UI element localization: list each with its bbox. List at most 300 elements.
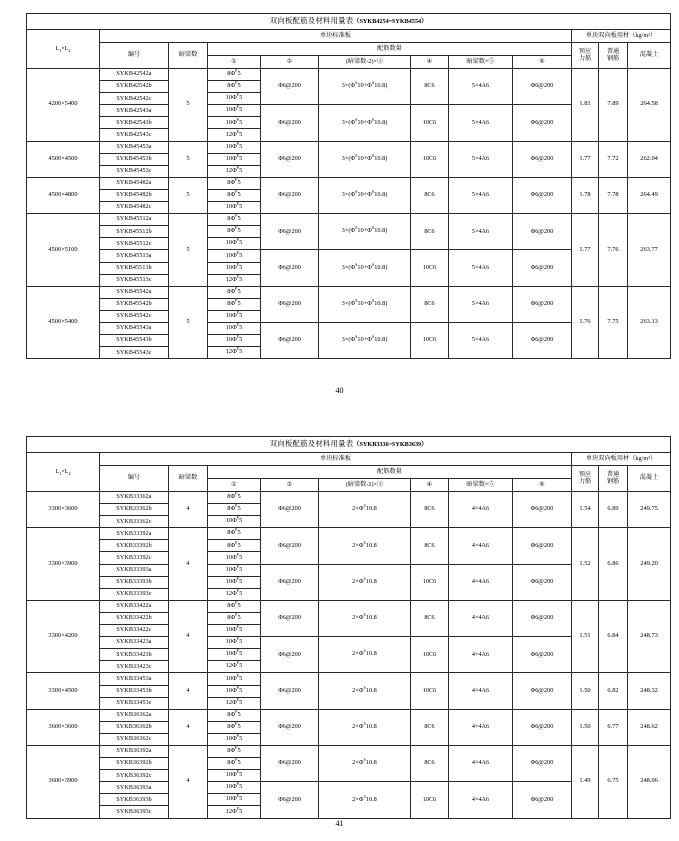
rebar-material-table-2 xyxy=(26,436,671,819)
cell-code: SYKB45542a xyxy=(100,286,169,298)
cell-col-5: 5×4A6 xyxy=(449,69,513,105)
header-col-1: ① xyxy=(208,479,261,492)
cell-col-5: 5×4A6 xyxy=(449,286,513,322)
header-code: 编号 xyxy=(100,466,169,492)
table-section-2 xyxy=(26,436,659,819)
cell-col-3: $3\times(\Phi^S10+\Phi^S10.8)$ xyxy=(319,141,411,177)
cell-col-2: Φ6@200 xyxy=(261,528,319,564)
cell-col-1: $10\Phi^P5$ xyxy=(208,322,261,334)
cell-col-3: $3\times(\Phi^S10+\Phi^S10.8)$ xyxy=(319,214,411,250)
cell-col-3: $3\times(\Phi^S10+\Phi^S10.8)$ xyxy=(319,250,411,286)
cell-prestress: 1.78 xyxy=(572,177,599,213)
cell-beams: 4 xyxy=(169,492,208,528)
cell-col-1: $12\Phi^P5$ xyxy=(208,697,261,709)
cell-col-1: $10\Phi^P5$ xyxy=(208,310,261,322)
cell-col-1: $10\Phi^P5$ xyxy=(208,685,261,697)
cell-col-6: Φ6@200 xyxy=(513,709,572,745)
page-number-41: 41 xyxy=(335,819,344,828)
cell-size: 4500×5100 xyxy=(27,214,100,287)
cell-code: SYKB36392b xyxy=(100,758,169,770)
table-row xyxy=(27,141,671,153)
cell-col-3: $3\times(\Phi^S10+\Phi^S10.8)$ xyxy=(319,177,411,213)
table-title-row xyxy=(27,437,671,453)
cell-code: SYKB33423b xyxy=(100,649,169,661)
cell-col-2: Φ6@200 xyxy=(261,250,319,286)
header-row-mid xyxy=(27,466,671,479)
header-beams: 暗梁数 xyxy=(169,466,208,492)
cell-col-6: Φ6@200 xyxy=(513,141,572,177)
cell-size: 4200×5400 xyxy=(27,69,100,142)
cell-col-1: $12\Phi^P5$ xyxy=(208,588,261,600)
table-row xyxy=(27,709,671,721)
cell-concrete: 248.06 xyxy=(628,745,671,818)
cell-col-1: $10\Phi^P5$ xyxy=(208,770,261,782)
cell-col-5: 5×4A6 xyxy=(449,250,513,286)
cell-col-1: $8\Phi^P5$ xyxy=(208,745,261,757)
cell-code: SYKB42543b xyxy=(100,117,169,129)
cell-code: SYKB33423c xyxy=(100,661,169,673)
header-col-6: ⑥ xyxy=(513,479,572,492)
cell-code: SYKB45453a xyxy=(100,141,169,153)
cell-col-1: $8\Phi^P5$ xyxy=(208,226,261,238)
cell-col-5: 4×4A6 xyxy=(449,528,513,564)
cell-col-2: Φ6@200 xyxy=(261,177,319,213)
cell-col-6: Φ6@200 xyxy=(513,69,572,105)
table-row xyxy=(27,673,671,685)
cell-col-6: Φ6@200 xyxy=(513,250,572,286)
cell-col-1: $12\Phi^P5$ xyxy=(208,661,261,673)
cell-col-4: 8C6 xyxy=(411,600,449,636)
cell-col-4: 8C6 xyxy=(411,528,449,564)
cell-col-1: $10\Phi^P5$ xyxy=(208,637,261,649)
cell-col-2: Φ6@200 xyxy=(261,286,319,322)
cell-beams: 5 xyxy=(169,286,208,359)
header-row-top xyxy=(27,30,671,43)
header-col-2: ② xyxy=(261,56,319,69)
cell-code: SYKB45512c xyxy=(100,238,169,250)
cell-code: SYKB33392b xyxy=(100,540,169,552)
cell-concrete: 249.20 xyxy=(628,528,671,601)
cell-col-1: $8\Phi^P5$ xyxy=(208,298,261,310)
cell-col-6: Φ6@200 xyxy=(513,214,572,250)
cell-code: SYKB42543a xyxy=(100,105,169,117)
header-ordinary: 普通 钢筋 xyxy=(599,466,628,492)
header-size: $L_1\times L_2$ xyxy=(27,453,100,492)
header-rebar-qty: 配筋数量 xyxy=(208,466,572,479)
rebar-material-table-1 xyxy=(26,13,671,359)
cell-ordinary: 6.77 xyxy=(599,709,628,745)
cell-col-1: $12\Phi^P5$ xyxy=(208,274,261,286)
header-standard-block: 单块标准板 xyxy=(100,30,572,43)
cell-col-1: $8\Phi^P5$ xyxy=(208,600,261,612)
cell-col-3: $2\times\Phi^S10.8$ xyxy=(319,637,411,673)
cell-prestress: 1.81 xyxy=(572,69,599,142)
table-1-body xyxy=(27,14,671,359)
cell-col-1: $10\Phi^P5$ xyxy=(208,153,261,165)
cell-col-2: Φ6@200 xyxy=(261,782,319,818)
cell-col-4: 10C6 xyxy=(411,673,449,709)
cell-concrete: 248.73 xyxy=(628,600,671,673)
cell-col-4: 8C6 xyxy=(411,709,449,745)
cell-col-4: 8C6 xyxy=(411,214,449,250)
cell-code: SYKB36362c xyxy=(100,733,169,745)
cell-col-4: 10C6 xyxy=(411,637,449,673)
cell-col-1: $10\Phi^P5$ xyxy=(208,202,261,214)
cell-col-1: $8\Phi^P5$ xyxy=(208,81,261,93)
cell-prestress: 1.54 xyxy=(572,492,599,528)
cell-beams: 5 xyxy=(169,141,208,177)
cell-code: SYKB36393a xyxy=(100,782,169,794)
cell-code: SYKB36392c xyxy=(100,770,169,782)
cell-col-4: 10C6 xyxy=(411,141,449,177)
cell-prestress: 1.50 xyxy=(572,709,599,745)
cell-col-5: 5×4A6 xyxy=(449,214,513,250)
cell-col-1: $10\Phi^P5$ xyxy=(208,238,261,250)
table-row xyxy=(27,745,671,757)
cell-ordinary: 6.75 xyxy=(599,745,628,818)
table-title: 双向板配筋及材料用量表（SYKB4254~SYKB4554） xyxy=(27,14,671,30)
header-col-5: 暗梁数×⑤ xyxy=(449,479,513,492)
cell-col-1: $10\Phi^P5$ xyxy=(208,576,261,588)
cell-ordinary: 7.72 xyxy=(599,141,628,177)
cell-col-2: Φ6@200 xyxy=(261,492,319,528)
cell-col-5: 5×4A6 xyxy=(449,177,513,213)
cell-size: 4500×5400 xyxy=(27,286,100,359)
cell-code: SYKB42542b xyxy=(100,81,169,93)
cell-col-1: $10\Phi^P5$ xyxy=(208,250,261,262)
cell-code: SYKB36393b xyxy=(100,794,169,806)
cell-code: SYKB33393a xyxy=(100,564,169,576)
cell-col-5: 4×4A6 xyxy=(449,673,513,709)
cell-col-6: Φ6@200 xyxy=(513,637,572,673)
cell-col-1: $10\Phi^P5$ xyxy=(208,564,261,576)
header-standard-block: 单块标准板 xyxy=(100,453,572,466)
header-ordinary: 普通 钢筋 xyxy=(599,43,628,69)
cell-prestress: 1.77 xyxy=(572,141,599,177)
cell-code: SYKB45543b xyxy=(100,335,169,347)
cell-code: SYKB45453c xyxy=(100,165,169,177)
header-col-4: ④ xyxy=(411,479,449,492)
cell-code: SYKB36362b xyxy=(100,721,169,733)
cell-code: SYKB33453b xyxy=(100,685,169,697)
header-col-1: ① xyxy=(208,56,261,69)
cell-code: SYKB33392a xyxy=(100,528,169,540)
cell-col-3: $3\times(\Phi^S10+\Phi^S10.8)$ xyxy=(319,286,411,322)
cell-col-6: Φ6@200 xyxy=(513,564,572,600)
cell-col-3: $2\times\Phi^S10.8$ xyxy=(319,745,411,781)
cell-code: SYKB45543a xyxy=(100,322,169,334)
cell-col-2: Φ6@200 xyxy=(261,637,319,673)
table-title: 双向板配筋及材料用量表（SYKB3336~SYKB3639） xyxy=(27,437,671,453)
cell-col-4: 8C6 xyxy=(411,69,449,105)
header-prestress: 预应 力筋 xyxy=(572,466,599,492)
table-title-row xyxy=(27,14,671,30)
cell-beams: 5 xyxy=(169,214,208,287)
cell-col-3: $3\times(\Phi^S10+\Phi^S10.8)$ xyxy=(319,322,411,358)
cell-col-1: $10\Phi^P5$ xyxy=(208,782,261,794)
cell-col-3: $3\times(\Phi^S10+\Phi^S10.8)$ xyxy=(319,105,411,141)
cell-col-1: $12\Phi^P5$ xyxy=(208,129,261,141)
table-row xyxy=(27,528,671,540)
cell-code: SYKB45513b xyxy=(100,262,169,274)
cell-col-6: Φ6@200 xyxy=(513,105,572,141)
cell-code: SYKB42542c xyxy=(100,93,169,105)
cell-col-1: $8\Phi^P5$ xyxy=(208,189,261,201)
header-beams: 暗梁数 xyxy=(169,43,208,69)
cell-concrete: 264.49 xyxy=(628,177,671,213)
cell-code: SYKB42543c xyxy=(100,129,169,141)
cell-col-1: $10\Phi^P5$ xyxy=(208,335,261,347)
cell-size: 3300×3600 xyxy=(27,492,100,528)
cell-col-3: $2\times\Phi^S10.8$ xyxy=(319,709,411,745)
cell-code: SYKB45482b xyxy=(100,189,169,201)
cell-col-1: $8\Phi^P5$ xyxy=(208,721,261,733)
cell-col-5: 4×4A6 xyxy=(449,709,513,745)
table-2-body xyxy=(27,437,671,819)
table-title-code: （SYKB3336~SYKB3639） xyxy=(353,441,428,449)
cell-concrete: 264.58 xyxy=(628,69,671,142)
cell-col-1: $8\Phi^P5$ xyxy=(208,177,261,189)
cell-ordinary: 7.76 xyxy=(599,214,628,287)
cell-col-4: 8C6 xyxy=(411,286,449,322)
cell-col-1: $10\Phi^P5$ xyxy=(208,625,261,637)
cell-col-5: 5×4A6 xyxy=(449,105,513,141)
cell-col-1: $8\Phi^P5$ xyxy=(208,286,261,298)
cell-ordinary: 7.89 xyxy=(599,69,628,142)
header-concrete: 混凝土 xyxy=(628,466,671,492)
cell-col-1: $8\Phi^P5$ xyxy=(208,492,261,504)
table-row xyxy=(27,600,671,612)
cell-col-1: $8\Phi^P5$ xyxy=(208,504,261,516)
cell-concrete: 249.75 xyxy=(628,492,671,528)
cell-col-5: 5×4A6 xyxy=(449,141,513,177)
cell-ordinary: 7.75 xyxy=(599,286,628,359)
header-col-5: 暗梁数×⑤ xyxy=(449,56,513,69)
cell-col-1: $12\Phi^P5$ xyxy=(208,165,261,177)
cell-concrete: 248.62 xyxy=(628,709,671,745)
header-prestress: 预应 力筋 xyxy=(572,43,599,69)
cell-col-6: Φ6@200 xyxy=(513,177,572,213)
cell-col-1: $8\Phi^P5$ xyxy=(208,758,261,770)
cell-col-1: $10\Phi^P5$ xyxy=(208,262,261,274)
cell-concrete: 248.32 xyxy=(628,673,671,709)
cell-code: SYKB45542b xyxy=(100,298,169,310)
header-col-3: (暗梁数-2)×③ xyxy=(319,56,411,69)
cell-col-6: Φ6@200 xyxy=(513,528,572,564)
page-number-40: 40 xyxy=(335,386,344,395)
cell-code: SYKB45482c xyxy=(100,202,169,214)
cell-prestress: 1.51 xyxy=(572,600,599,673)
cell-code: SYKB45513a xyxy=(100,250,169,262)
cell-code: SYKB45513c xyxy=(100,274,169,286)
cell-code: SYKB36362a xyxy=(100,709,169,721)
header-row-top xyxy=(27,453,671,466)
cell-size: 3300×3900 xyxy=(27,528,100,601)
cell-code: SYKB33362a xyxy=(100,492,169,504)
cell-col-3: $2\times\Phi^S10.8$ xyxy=(319,600,411,636)
cell-col-3: $2\times\Phi^S10.8$ xyxy=(319,673,411,709)
cell-code: SYKB33422a xyxy=(100,600,169,612)
cell-col-1: $8\Phi^P5$ xyxy=(208,69,261,81)
header-row-mid xyxy=(27,43,671,56)
cell-col-6: Φ6@200 xyxy=(513,745,572,781)
cell-ordinary: 6.84 xyxy=(599,600,628,673)
cell-prestress: 1.76 xyxy=(572,286,599,359)
cell-beams: 5 xyxy=(169,69,208,142)
cell-beams: 5 xyxy=(169,177,208,213)
header-size: $L_1\times L_2$ xyxy=(27,30,100,69)
cell-col-6: Φ6@200 xyxy=(513,286,572,322)
cell-code: SYKB33362c xyxy=(100,516,169,528)
cell-prestress: 1.77 xyxy=(572,214,599,287)
cell-col-6: Φ6@200 xyxy=(513,492,572,528)
table-section-1 xyxy=(26,13,659,359)
cell-code: SYKB33422c xyxy=(100,625,169,637)
cell-col-5: 4×4A6 xyxy=(449,637,513,673)
cell-col-3: $2\times\Phi^S10.8$ xyxy=(319,782,411,818)
cell-concrete: 263.77 xyxy=(628,214,671,287)
cell-code: SYKB36392a xyxy=(100,745,169,757)
cell-col-6: Φ6@200 xyxy=(513,322,572,358)
cell-code: SYKB33453a xyxy=(100,673,169,685)
header-col-3: (暗梁数-2)×③ xyxy=(319,479,411,492)
cell-col-5: 4×4A6 xyxy=(449,782,513,818)
table-row xyxy=(27,492,671,504)
cell-col-4: 8C6 xyxy=(411,745,449,781)
table-row xyxy=(27,214,671,226)
cell-col-1: $10\Phi^P5$ xyxy=(208,649,261,661)
cell-col-4: 8C6 xyxy=(411,177,449,213)
cell-code: SYKB33362b xyxy=(100,504,169,516)
cell-ordinary: 6.89 xyxy=(599,492,628,528)
cell-col-2: Φ6@200 xyxy=(261,322,319,358)
cell-ordinary: 6.82 xyxy=(599,673,628,709)
header-rebar-qty: 配筋数量 xyxy=(208,43,572,56)
cell-col-2: Φ6@200 xyxy=(261,105,319,141)
cell-size: 3600×3900 xyxy=(27,745,100,818)
cell-col-4: 8C6 xyxy=(411,492,449,528)
cell-col-4: 10C6 xyxy=(411,564,449,600)
header-col-6: ⑥ xyxy=(513,56,572,69)
header-material-use: 单块双向板用材（kg/m²） xyxy=(572,30,671,43)
cell-prestress: 1.50 xyxy=(572,673,599,709)
cell-col-4: 10C6 xyxy=(411,105,449,141)
cell-col-2: Φ6@200 xyxy=(261,141,319,177)
cell-code: SYKB45542c xyxy=(100,310,169,322)
cell-beams: 4 xyxy=(169,745,208,818)
cell-col-2: Φ6@200 xyxy=(261,564,319,600)
cell-col-1: $12\Phi^P5$ xyxy=(208,347,261,359)
cell-col-4: 10C6 xyxy=(411,250,449,286)
table-title-code: （SYKB4254~SYKB4554） xyxy=(353,18,428,26)
cell-col-1: $10\Phi^P5$ xyxy=(208,105,261,117)
cell-col-1: $10\Phi^P5$ xyxy=(208,673,261,685)
cell-col-6: Φ6@200 xyxy=(513,673,572,709)
cell-col-6: Φ6@200 xyxy=(513,782,572,818)
cell-col-1: $10\Phi^P5$ xyxy=(208,516,261,528)
header-material-use: 单块双向板用材（kg/m²） xyxy=(572,453,671,466)
cell-concrete: 263.13 xyxy=(628,286,671,359)
cell-col-1: $10\Phi^P5$ xyxy=(208,733,261,745)
table-row xyxy=(27,69,671,81)
cell-col-2: Φ6@200 xyxy=(261,69,319,105)
cell-col-3: $3\times(\Phi^S10+\Phi^S10.8)$ xyxy=(319,69,411,105)
cell-col-1: $12\Phi^P5$ xyxy=(208,806,261,818)
cell-size: 3300×4500 xyxy=(27,673,100,709)
cell-size: 3300×4200 xyxy=(27,600,100,673)
cell-size: 4500×4500 xyxy=(27,141,100,177)
cell-prestress: 1.49 xyxy=(572,745,599,818)
cell-col-2: Φ6@200 xyxy=(261,745,319,781)
table-row xyxy=(27,286,671,298)
table-row xyxy=(27,177,671,189)
cell-code: SYKB45512a xyxy=(100,214,169,226)
cell-col-1: $8\Phi^P5$ xyxy=(208,214,261,226)
cell-code: SYKB45543c xyxy=(100,347,169,359)
cell-code: SYKB45453b xyxy=(100,153,169,165)
cell-col-1: $10\Phi^P5$ xyxy=(208,117,261,129)
header-code: 编号 xyxy=(100,43,169,69)
cell-code: SYKB45512b xyxy=(100,226,169,238)
cell-col-1: $8\Phi^P5$ xyxy=(208,612,261,624)
cell-beams: 4 xyxy=(169,528,208,601)
cell-col-3: $2\times\Phi^S10.8$ xyxy=(319,564,411,600)
cell-code: SYKB33393c xyxy=(100,588,169,600)
cell-col-4: 10C6 xyxy=(411,782,449,818)
cell-beams: 4 xyxy=(169,673,208,709)
cell-col-5: 4×4A6 xyxy=(449,564,513,600)
cell-col-2: Φ6@200 xyxy=(261,600,319,636)
cell-concrete: 262.04 xyxy=(628,141,671,177)
cell-beams: 4 xyxy=(169,600,208,673)
header-concrete: 混凝土 xyxy=(628,43,671,69)
cell-col-1: $10\Phi^P5$ xyxy=(208,93,261,105)
cell-col-2: Φ6@200 xyxy=(261,673,319,709)
cell-col-1: $10\Phi^P5$ xyxy=(208,552,261,564)
cell-beams: 4 xyxy=(169,709,208,745)
cell-code: SYKB33392c xyxy=(100,552,169,564)
cell-col-2: Φ6@200 xyxy=(261,709,319,745)
cell-col-1: $8\Phi^P5$ xyxy=(208,540,261,552)
header-col-4: ④ xyxy=(411,56,449,69)
cell-code: SYKB33423a xyxy=(100,637,169,649)
cell-col-5: 4×4A6 xyxy=(449,492,513,528)
cell-col-1: $8\Phi^P5$ xyxy=(208,528,261,540)
cell-col-1: $8\Phi^P5$ xyxy=(208,709,261,721)
cell-code: SYKB45482a xyxy=(100,177,169,189)
cell-size: 3600×3600 xyxy=(27,709,100,745)
cell-col-6: Φ6@200 xyxy=(513,600,572,636)
cell-col-3: $2\times\Phi^S10.8$ xyxy=(319,492,411,528)
cell-code: SYKB42542a xyxy=(100,69,169,81)
cell-code: SYKB36393c xyxy=(100,806,169,818)
cell-code: SYKB33453c xyxy=(100,697,169,709)
cell-col-4: 10C6 xyxy=(411,322,449,358)
cell-code: SYKB33422b xyxy=(100,612,169,624)
cell-prestress: 1.52 xyxy=(572,528,599,601)
cell-col-5: 4×4A6 xyxy=(449,600,513,636)
cell-col-1: $10\Phi^P5$ xyxy=(208,141,261,153)
cell-col-5: 4×4A6 xyxy=(449,745,513,781)
cell-col-5: 5×4A6 xyxy=(449,322,513,358)
cell-size: 4500×4800 xyxy=(27,177,100,213)
cell-code: SYKB33393b xyxy=(100,576,169,588)
cell-col-3: $2\times\Phi^S10.8$ xyxy=(319,528,411,564)
cell-col-1: $10\Phi^P5$ xyxy=(208,794,261,806)
cell-ordinary: 7.78 xyxy=(599,177,628,213)
cell-col-2: Φ6@200 xyxy=(261,214,319,250)
cell-ordinary: 6.86 xyxy=(599,528,628,601)
